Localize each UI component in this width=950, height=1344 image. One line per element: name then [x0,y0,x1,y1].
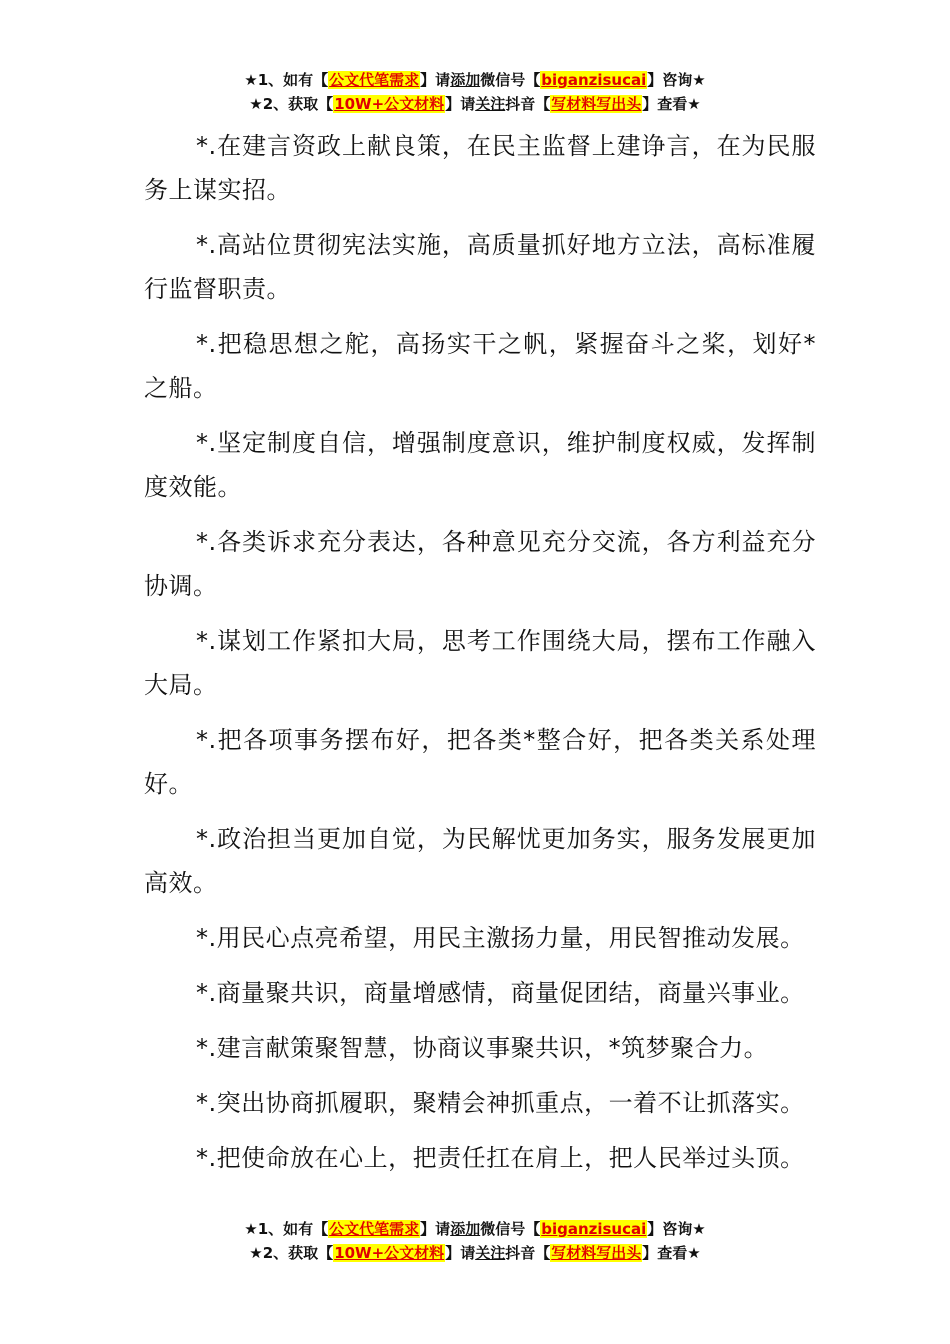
promo-highlight: 写材料写出头 [551,1244,642,1262]
paragraph: *.把各项事务摆布好，把各类*整合好，把各类关系处理好。 [144,726,816,798]
promo-text: 抖音【 [505,95,551,113]
paragraph: *.谋划工作紧扣大局，思考工作围绕大局，摆布工作融入大局。 [144,627,816,699]
promo-underline: 关注 [475,1244,506,1262]
paragraph: *.各类诉求充分表达，各种意见充分交流，各方利益充分协调。 [144,528,816,600]
promo-text: 】查看★ [642,95,701,113]
paragraph: *.建言献策聚智慧，协商议事聚共识，*筑梦聚合力。 [196,1034,769,1062]
promo-highlight: 公文代笔需求 [329,71,420,89]
promo-highlight: 10W+公文材料 [334,95,445,113]
document-body [144,124,816,1191]
promo-text: 】咨询★ [647,71,706,89]
promo-highlight: 公文代笔需求 [329,1220,420,1238]
promo-highlight: 10W+公文材料 [334,1244,445,1262]
promo-highlight: biganzisucai [541,1220,647,1238]
paragraph: *.突出协商抓履职，聚精会神抓重点，一着不让抓落实。 [196,1089,805,1117]
promo-line-1 [0,68,950,92]
promo-underline: 添加 [450,1220,481,1238]
promo-highlight: 写材料写出头 [551,95,642,113]
promo-line-2 [0,1241,950,1265]
promo-underline: 关注 [475,95,506,113]
promo-text: ★2、获取【 [249,95,334,113]
promo-text: 】请 [420,71,451,89]
paragraph: *.把稳思想之舵，高扬实干之帆，紧握奋斗之桨，划好*之船。 [144,330,816,402]
promo-text: ★1、如有【 [244,1220,329,1238]
promo-banner-bottom [0,1217,950,1265]
promo-text: 】请 [420,1220,451,1238]
paragraph: *.用民心点亮希望，用民主激扬力量，用民智推动发展。 [196,924,805,952]
paragraph: *.把使命放在心上，把责任扛在肩上，把人民举过头顶。 [196,1144,805,1172]
promo-text: 】查看★ [642,1244,701,1262]
promo-line-2 [0,92,950,116]
paragraph: *.商量聚共识，商量增感情，商量促团结，商量兴事业。 [196,979,805,1007]
promo-text: 】请 [445,1244,476,1262]
promo-underline: 添加 [450,71,481,89]
paragraph: *.在建言资政上献良策，在民主监督上建诤言，在为民服务上谋实招。 [144,132,816,204]
promo-text: ★2、获取【 [249,1244,334,1262]
promo-text: 微信号【 [480,1220,541,1238]
promo-text: 】咨询★ [647,1220,706,1238]
promo-banner-top [0,68,950,116]
promo-text: 抖音【 [505,1244,551,1262]
promo-highlight: biganzisucai [541,71,647,89]
paragraph: *.坚定制度自信，增强制度意识，维护制度权威，发挥制度效能。 [144,429,816,501]
paragraph: *.政治担当更加自觉，为民解忧更加务实，服务发展更加高效。 [144,825,816,897]
promo-text: 微信号【 [480,71,541,89]
promo-line-1 [0,1217,950,1241]
paragraph: *.高站位贯彻宪法实施，高质量抓好地方立法，高标准履行监督职责。 [144,231,816,303]
promo-text: 】请 [445,95,476,113]
promo-text: ★1、如有【 [244,71,329,89]
